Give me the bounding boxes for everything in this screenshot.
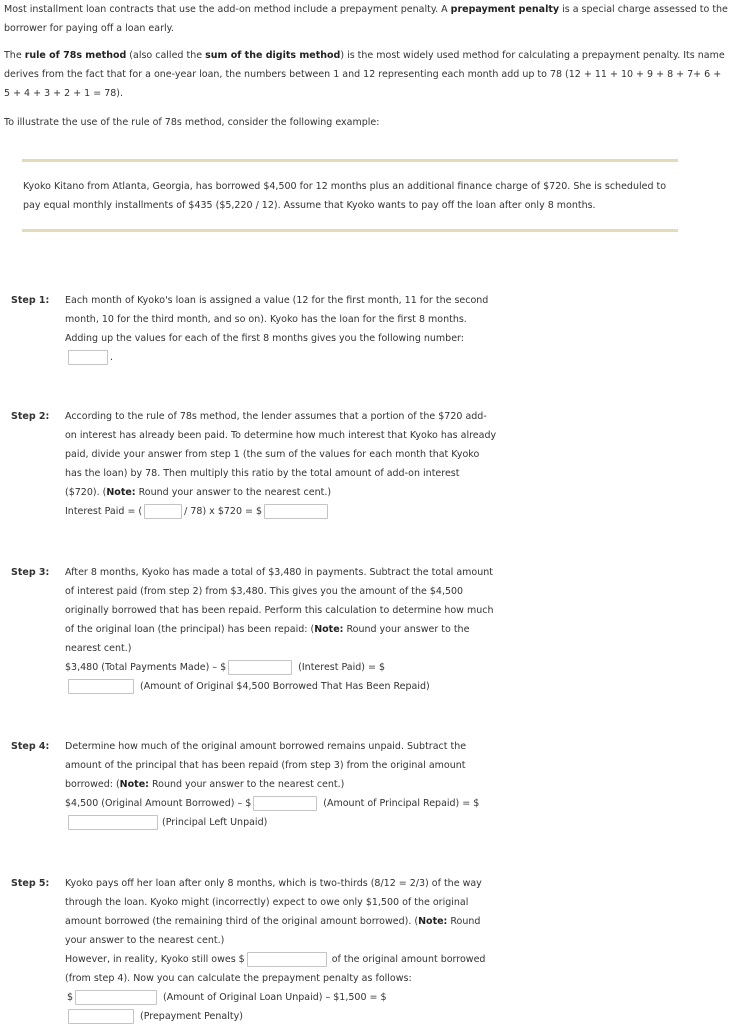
equation-text: (Prepayment Penalty) (140, 1011, 243, 1022)
step-4-result-row (65, 813, 505, 832)
step-4-principal-repaid-input[interactable] (253, 796, 317, 811)
step-5-owes-row (65, 950, 505, 969)
note-label: Note: (119, 779, 149, 790)
step-text: amount borrowed (the remaining third of the original amount borrowed). ( (65, 916, 419, 927)
step-text: month, 10 for the third month, and so on). Kyoko has the loan for the first 8 months. (65, 314, 467, 325)
step-text: However, in reality, Kyoko still owes $ (65, 954, 245, 965)
step-3-result-row (65, 677, 505, 696)
step-2-interest-paid-input[interactable] (264, 504, 328, 519)
step-text: Kyoko pays off her loan after only 8 months, which is two-thirds (8/12 = 2/3) of the way (65, 878, 482, 889)
step-text: . (110, 352, 114, 363)
step-2-label: Step 2: (11, 411, 50, 422)
equation-text: (Principal Left Unpaid) (162, 817, 268, 828)
step-5-result-row (65, 1007, 505, 1026)
step-text: (from step 4). Now you can calculate the prepayment penalty as follows: (65, 973, 412, 984)
step-3-label: Step 3: (11, 567, 50, 578)
step-5-still-owes-input[interactable] (247, 952, 327, 967)
note-label: Note: (106, 487, 136, 498)
step-5-body (65, 874, 505, 1026)
note-label: Note: (418, 916, 448, 927)
term-prepayment-penalty: prepayment penalty (450, 4, 560, 15)
step-text: of interest paid (from step 2) from $3,480. This gives you the amount of the $4,500 (65, 586, 464, 597)
step-text: nearest cent.) (65, 643, 132, 654)
step-4-label: Step 4: (11, 741, 50, 752)
step-2-body (65, 407, 505, 521)
step-3-equation (65, 658, 505, 677)
step-text: of the original amount borrowed (331, 954, 486, 965)
intro-text: ) is the most widely used method for calculating a prepayment penalty. Its name derives from the fact that for a one-year loan, the numbers between 1 and 12 representing each month add up to 78 (12 + 11 + 10 + 9 + 8 + 7+ 6 + 5 + 4 + 3 + 2 + 1 = 78). (4, 50, 725, 99)
step-text: paid, divide your answer from step 1 (the sum of the values for each month that Kyoko (65, 449, 480, 460)
step-text: According to the rule of 78s method, the lender assumes that a portion of the $720 add- (65, 411, 487, 422)
step-text: originally borrowed that has been repaid. Perform this calculation to determine how much (65, 605, 494, 616)
step-text: has the loan) by 78. Then multiply this ratio by the total amount of add-on interest (65, 468, 460, 479)
equation-text: (Amount of Original Loan Unpaid) – $1,500 = $ (163, 992, 387, 1003)
equation-text: / 78) x $720 = $ (184, 506, 263, 517)
step-2-equation (65, 502, 505, 521)
step-3-interest-paid-input[interactable] (228, 660, 292, 675)
step-text (65, 620, 505, 639)
example-top-rule (22, 159, 678, 162)
step-text: Determine how much of the original amount borrowed remains unpaid. Subtract the (65, 741, 467, 752)
step-1-body (65, 291, 505, 367)
intro-text: is a special charge assessed to the borrower for paying off a loan early. (4, 4, 728, 34)
step-text: Round your answer to the nearest cent.) (135, 487, 332, 498)
intro-paragraph-2 (4, 46, 728, 103)
step-text (65, 775, 505, 794)
note-label: Note: (314, 624, 344, 635)
step-3-body (65, 563, 505, 696)
step-4-equation (65, 794, 505, 813)
equation-text: (Interest Paid) = $ (298, 662, 386, 673)
step-text: Round your answer to the (343, 624, 470, 635)
equation-text: (Amount of Principal Repaid) = $ (323, 798, 480, 809)
step-text: through the loan. Kyoko might (incorrectly) expect to owe only $1,500 of the original (65, 897, 469, 908)
step-text: Round (447, 916, 481, 927)
intro-text: The (4, 50, 25, 61)
step-5-label: Step 5: (11, 878, 50, 889)
step-text: Each month of Kyoko's loan is assigned a value (12 for the first month, 11 for the second (65, 295, 489, 306)
step-text: ($720). ( (65, 487, 107, 498)
equation-text: $4,500 (Original Amount Borrowed) – $ (65, 798, 252, 809)
example-text: Kyoko Kitano from Atlanta, Georgia, has borrowed $4,500 for 12 months plus an additional finance charge of $720. She is scheduled to pay equal monthly installments of $435 ($5,220 / 12). Assume that Kyoko wants to pay off the loan after only 8 months. (23, 181, 667, 211)
intro-text: (also called the (126, 50, 206, 61)
step-text (65, 483, 505, 502)
step-text: Adding up the values for each of the first 8 months gives you the following number: (65, 333, 464, 344)
step-text: amount of the principal that has been repaid (from step 3) from the original amount (65, 760, 466, 771)
example-bottom-rule (22, 229, 678, 232)
intro-paragraph-1 (4, 0, 728, 38)
step-text (65, 912, 505, 931)
step-text: your answer to the nearest cent.) (65, 935, 225, 946)
term-rule-of-78s: rule of 78s method (24, 50, 127, 61)
step-3-principal-repaid-input[interactable] (68, 679, 134, 694)
step-5-equation (65, 988, 505, 1007)
step-text: of the original loan (the principal) has been repaid: ( (65, 624, 315, 635)
step-5-prepayment-penalty-input[interactable] (68, 1009, 134, 1024)
step-1-answer-row (65, 348, 505, 367)
intro-text: Most installment loan contracts that use the add-on method include a prepayment penalty. A (4, 4, 451, 15)
term-sum-of-digits: sum of the digits method (205, 50, 341, 61)
step-1-label: Step 1: (11, 295, 50, 306)
step-1-sum-input[interactable] (68, 350, 108, 365)
equation-text: Interest Paid = ( (65, 506, 143, 517)
equation-text: $3,480 (Total Payments Made) – $ (65, 662, 227, 673)
equation-text: $ (67, 992, 74, 1003)
equation-text: (Amount of Original $4,500 Borrowed That Has Been Repaid) (140, 681, 430, 692)
intro-paragraph-3: To illustrate the use of the rule of 78s method, consider the following example: (4, 117, 380, 128)
step-4-principal-unpaid-input[interactable] (68, 815, 158, 830)
step-4-body (65, 737, 505, 832)
step-2-sum-input[interactable] (144, 504, 182, 519)
step-text: borrowed: ( (65, 779, 120, 790)
step-text: After 8 months, Kyoko has made a total of $3,480 in payments. Subtract the total amount (65, 567, 493, 578)
step-text: on interest has already been paid. To determine how much interest that Kyoko has already (65, 430, 497, 441)
step-text: Round your answer to the nearest cent.) (148, 779, 345, 790)
step-5-unpaid-input[interactable] (75, 990, 157, 1005)
